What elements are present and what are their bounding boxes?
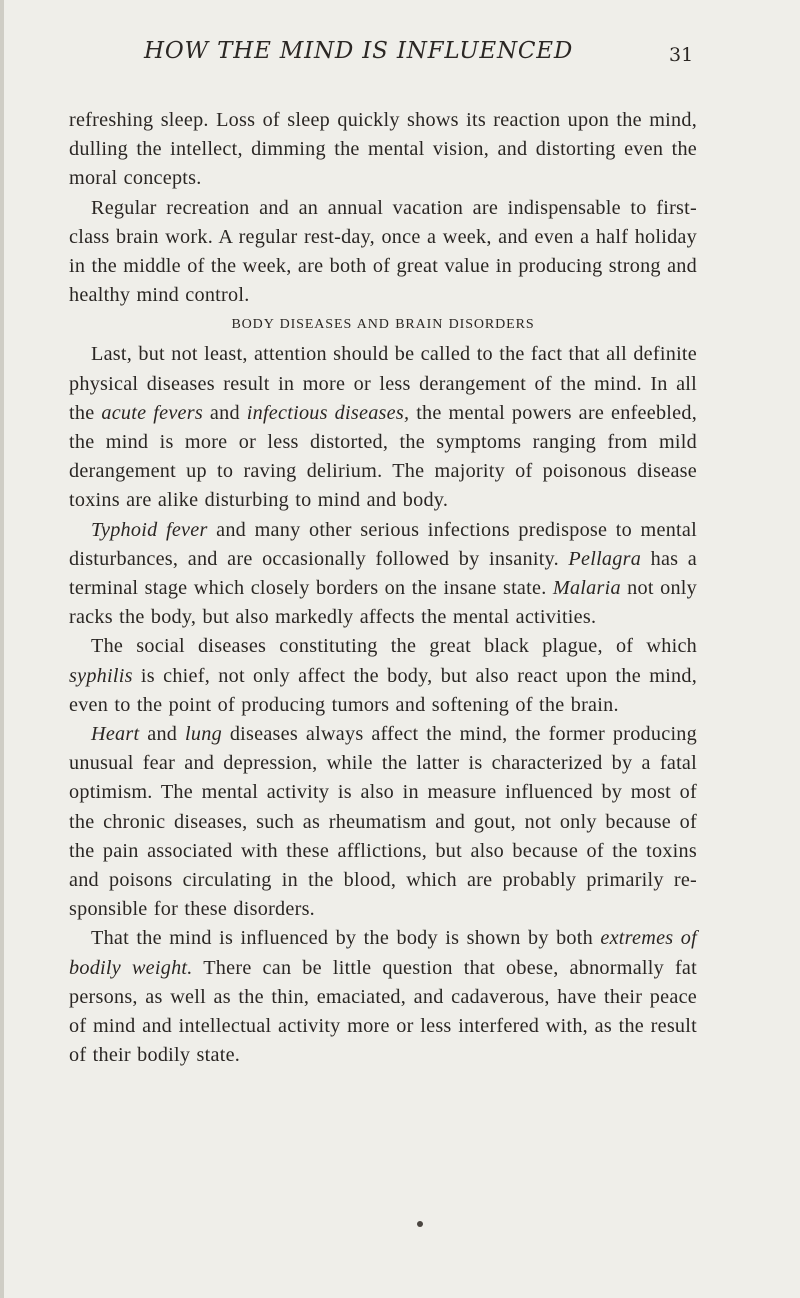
paragraph-bodily-weight bbox=[69, 924, 697, 1070]
text-run: has a terminal stage which closely borders on the insane state. bbox=[69, 547, 697, 600]
page-number: 31 bbox=[669, 44, 694, 66]
italic-phrase: acute fevers bbox=[101, 401, 203, 424]
italic-phrase: infectious diseases, bbox=[246, 401, 410, 424]
text-run: That the mind is influenced by the body is shown by both bbox=[91, 927, 601, 950]
italic-phrase: extremes of bodily weight. bbox=[69, 927, 697, 979]
paragraph-physical-diseases bbox=[69, 340, 697, 515]
text-run: Last, but not least, attention should be called to the fact that all definite physical diseases result in more or less derangement of the mind. In all the bbox=[69, 343, 697, 424]
text-run: There can be little question that obese, abnormally fat persons, as well as the thin, emaciated, and cadaverous, have their peace of mind and intellectual activity more or less interfered with, as the result of their bodily state. bbox=[69, 956, 697, 1067]
text-run: refreshing sleep. Loss of sleep quickly shows its reaction upon the mind, dulling the intellect, dimming the mental vision, and distorting even the moral concepts. bbox=[69, 109, 697, 190]
text-run: not only racks the body, but also markedly affects the mental activities. bbox=[69, 577, 697, 629]
italic-phrase: lung bbox=[185, 723, 222, 746]
body-text bbox=[69, 106, 697, 1071]
section-heading: BODY DISEASES AND BRAIN DISORDERS bbox=[231, 317, 535, 333]
text-run: and bbox=[139, 723, 186, 746]
text-run: and many other serious infections predispose to mental disturbances, and are occasionally followed by insanity. bbox=[69, 518, 697, 570]
paragraph-heart-lung bbox=[69, 720, 697, 924]
text-run: is chief, not only affect the body, but also react upon the mind, even to the point of producing tumors and softening of the brain. bbox=[69, 664, 697, 716]
italic-phrase: syphilis bbox=[69, 664, 133, 687]
text-run: diseases always affect the mind, the former producing unusual fear and depression, while the latter is characterized by a fatal optimism. The mental activity is also in measure influenced by most of the chronic diseases, such as rheumatism and gout, not only because of the pain associated with these afflictions, but also because of the toxins and poisons circulating in the blood, which are probably primarily re-sponsible for these disorders. bbox=[69, 723, 697, 921]
ink-dot-mark bbox=[417, 1221, 423, 1227]
italic-phrase: Malaria bbox=[552, 577, 621, 600]
page-edge-shadow bbox=[0, 0, 4, 1298]
paragraph-infections bbox=[69, 516, 697, 633]
text-run: and bbox=[202, 401, 247, 424]
italic-phrase: Pellagra bbox=[568, 547, 642, 570]
text-run: Regular recreation and an annual vacation are indispensable to first-class brain work. A regular rest-day, once a week, and even a half holiday in the middle of the week, are both of great value in producing strong and healthy mind control. bbox=[69, 196, 697, 307]
paragraph-social-diseases bbox=[69, 632, 697, 720]
text-run: The social diseases constituting the great black plague, of which bbox=[91, 635, 697, 658]
paragraph-recreation bbox=[69, 194, 697, 311]
text-run: the mental powers are enfeebled, the mind is more or less distorted, the symptoms ranging from mild derangement up to raving delirium. The majority of poisonous disease toxins are alike disturbing to mind and body. bbox=[69, 401, 697, 512]
paragraph-sleep bbox=[69, 106, 697, 194]
italic-phrase: Typhoid fever bbox=[91, 518, 208, 541]
italic-phrase: Heart bbox=[91, 723, 140, 746]
running-title: HOW THE MIND IS INFLUENCED bbox=[144, 38, 574, 64]
